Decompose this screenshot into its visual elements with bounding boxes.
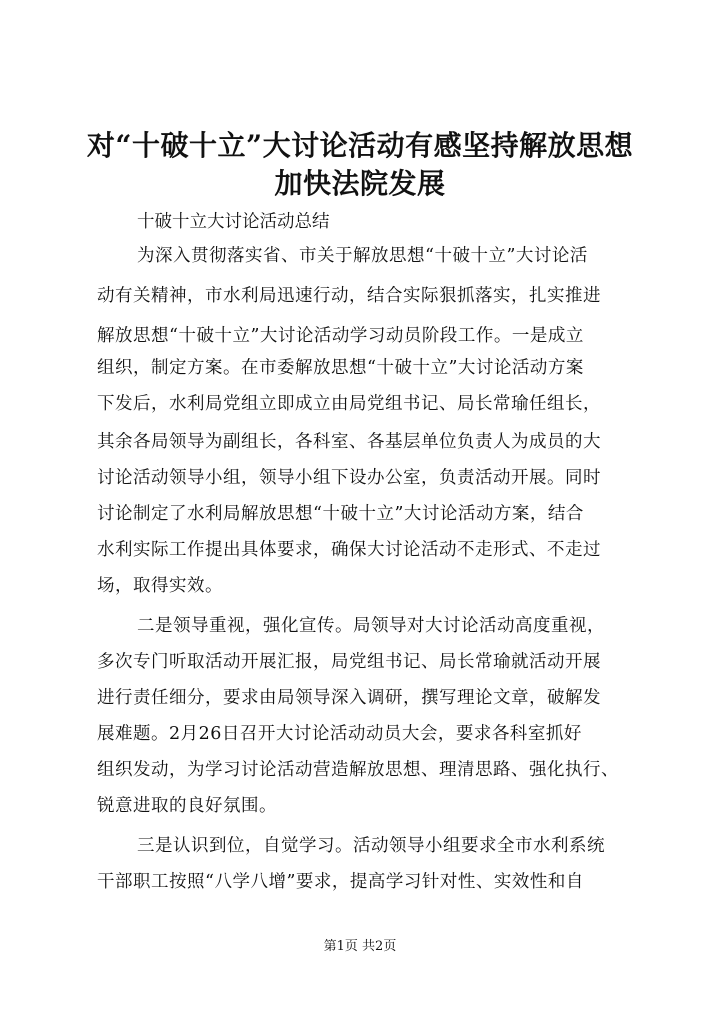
body-line: 下发后，水利局党组立即成立由局党组书记、局长常瑜任组长， — [97, 394, 601, 414]
document-title-line-2: 加快法院发展 — [274, 167, 446, 200]
body-line: 讨论制定了水利局解放思想“十破十立”大讨论活动方案，结合 — [97, 504, 584, 524]
document-title-line-1: 对“十破十立”大讨论活动有感坚持解放思想 — [86, 129, 634, 162]
page-number: 第1页 共2页 — [323, 939, 397, 954]
body-line: 三是认识到位，自觉学习。活动领导小组要求全市水利系统 — [137, 836, 605, 856]
body-line: 组织，制定方案。在市委解放思想“十破十立”大讨论活动方案 — [97, 358, 584, 378]
document-subtitle: 十破十立大讨论活动总结 — [137, 212, 330, 232]
body-line: 场，取得实效。 — [97, 576, 223, 596]
body-line: 多次专门听取活动开展汇报，局党组书记、局长常瑜就活动开展 — [97, 652, 601, 672]
body-line: 锐意进取的良好氛围。 — [97, 796, 277, 816]
body-line: 组织发动，为学习讨论活动营造解放思想、理清思路、强化执行、 — [97, 760, 619, 780]
body-line: 讨论活动领导小组，领导小组下设办公室，负责活动开展。同时 — [97, 468, 601, 488]
body-line: 解放思想“十破十立”大讨论活动学习动员阶段工作。一是成立 — [97, 326, 584, 346]
body-line: 二是领导重视，强化宣传。局领导对大讨论活动高度重视， — [137, 616, 605, 636]
body-line: 进行责任细分，要求由局领导深入调研，撰写理论文章，破解发 — [97, 688, 601, 708]
body-line: 其余各局领导为副组长，各科室、各基层单位负责人为成员的大 — [97, 432, 601, 452]
body-line: 动有关精神，市水利局迅速行动，结合实际狠抓落实，扎实推进 — [97, 286, 601, 306]
body-line: 干部职工按照“八学八增”要求，提高学习针对性、实效性和自 — [97, 872, 584, 892]
body-line: 展难题。2月26日召开大讨论活动动员大会，要求各科室抓好 — [97, 724, 582, 744]
body-line: 为深入贯彻落实省、市关于解放思想“十破十立”大讨论活 — [137, 246, 588, 266]
body-line: 水利实际工作提出具体要求，确保大讨论活动不走形式、不走过 — [97, 540, 601, 560]
